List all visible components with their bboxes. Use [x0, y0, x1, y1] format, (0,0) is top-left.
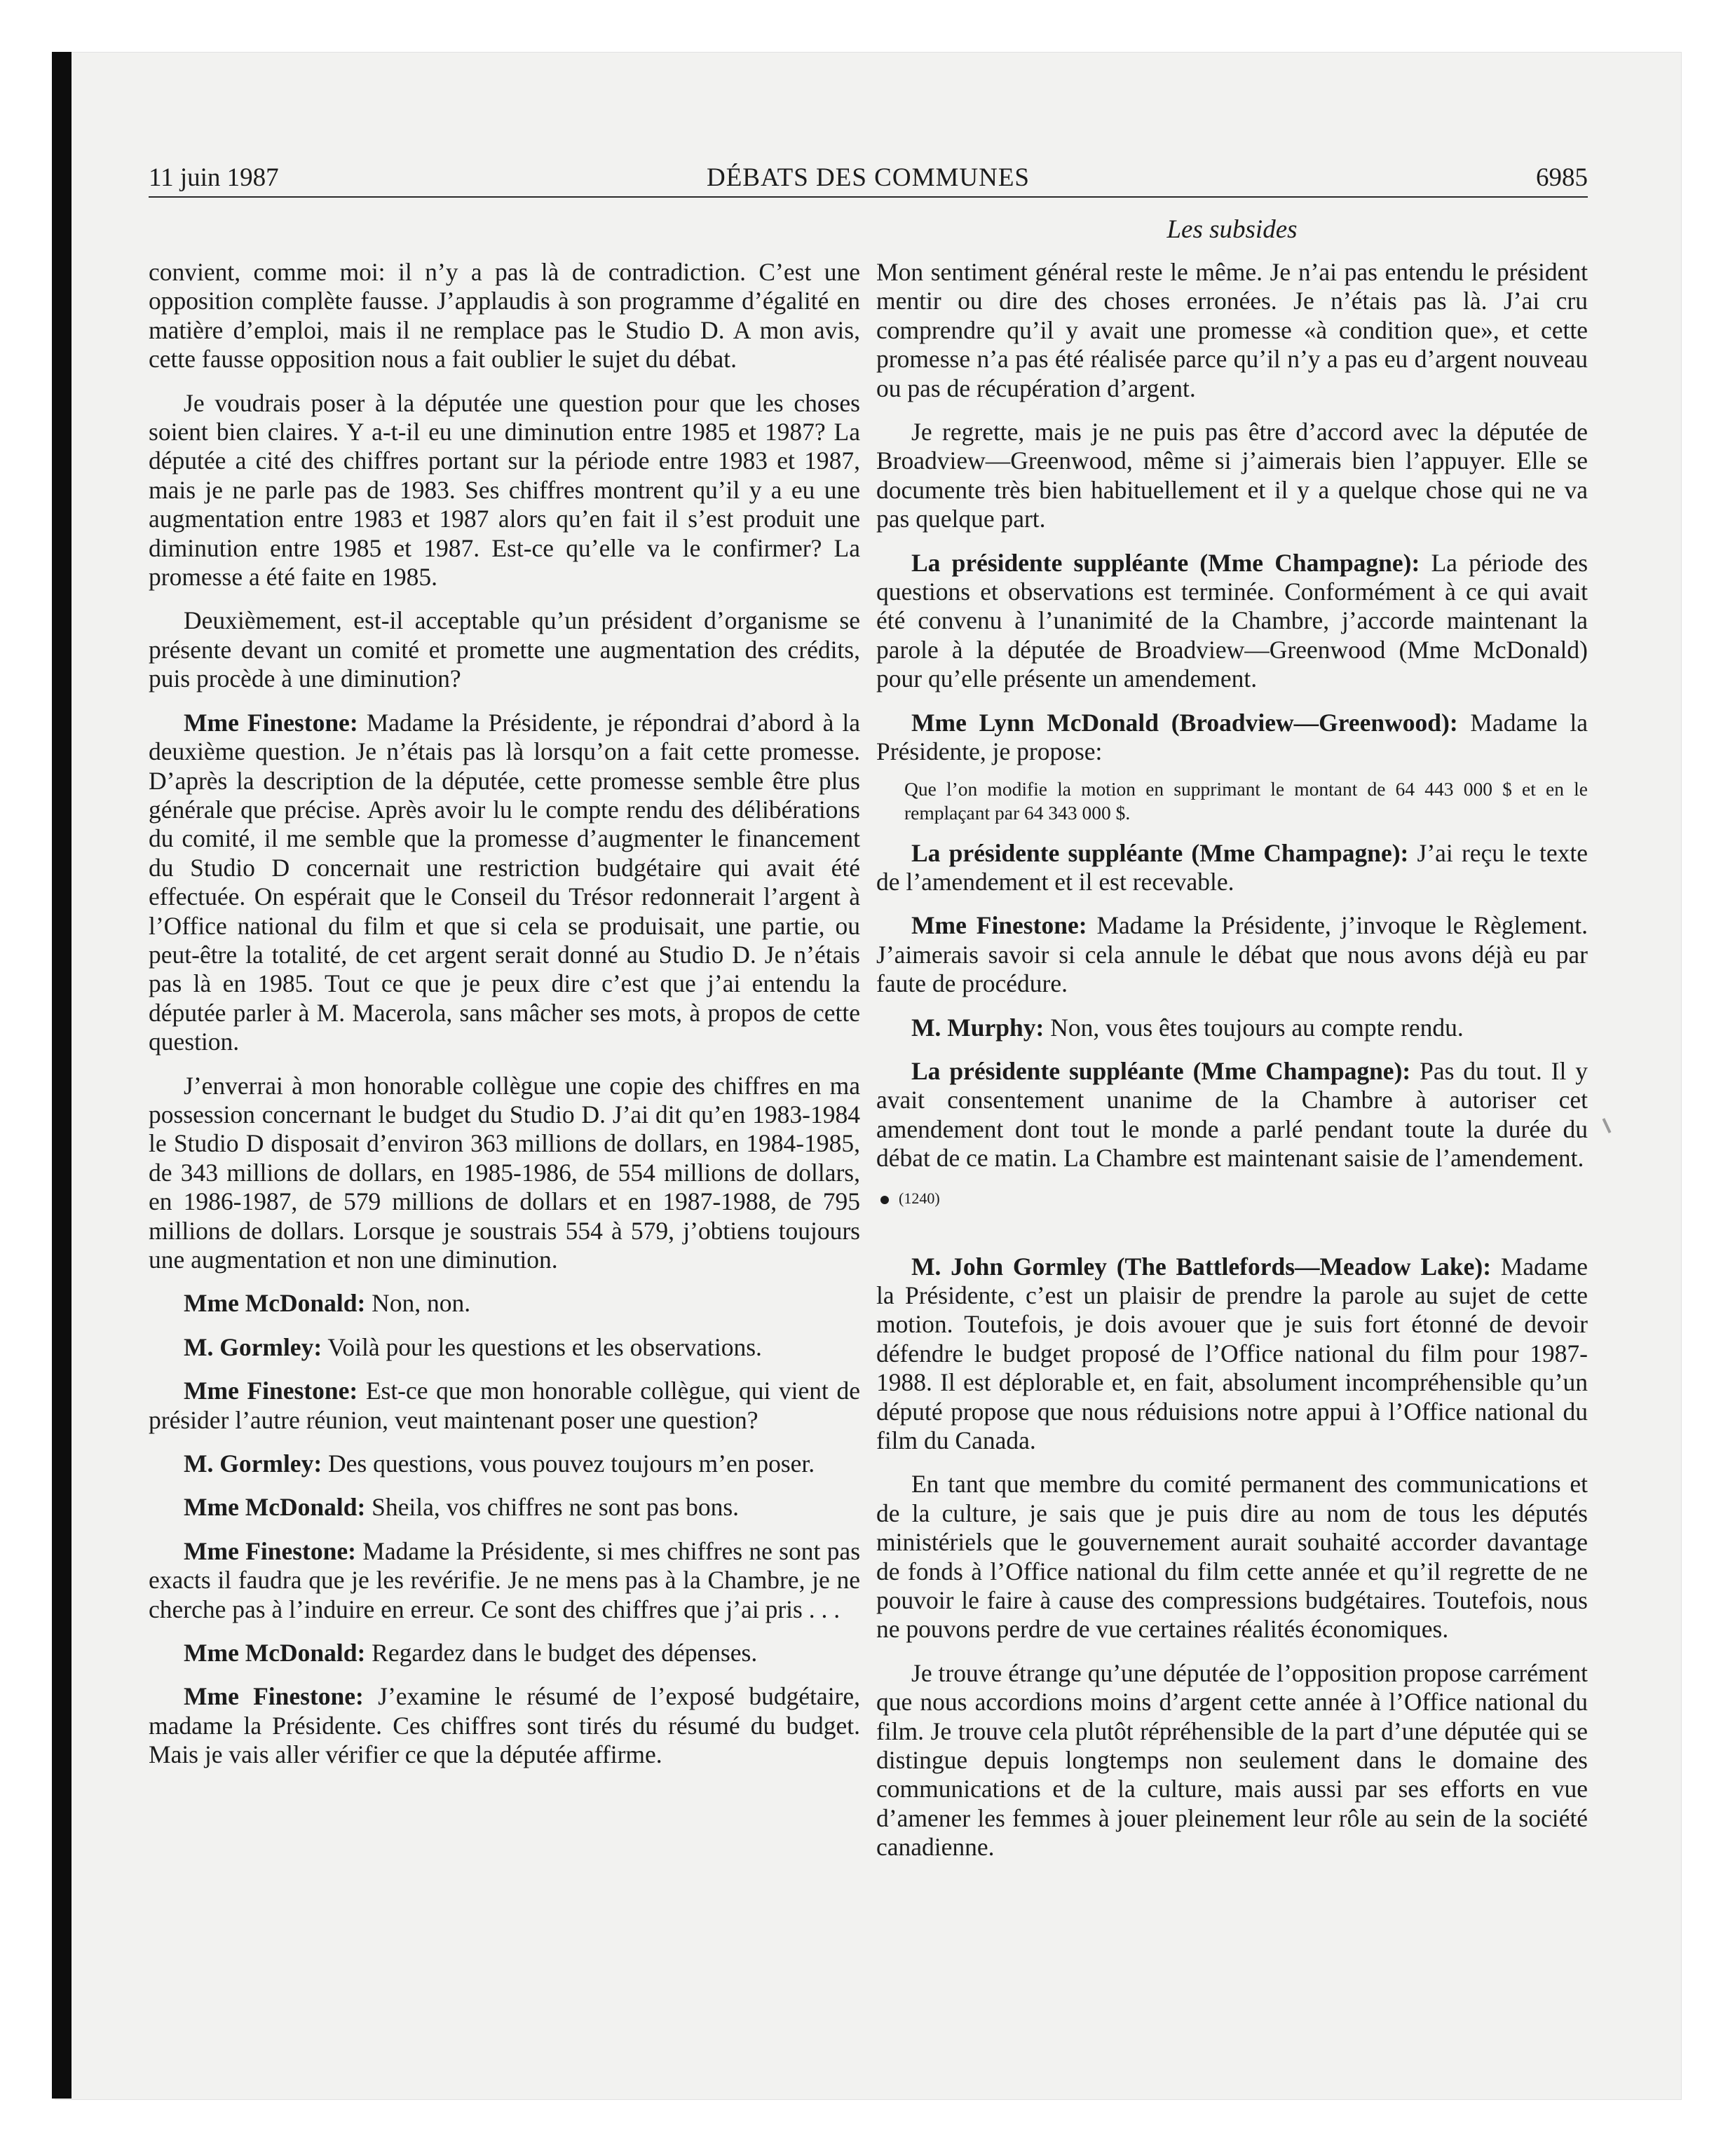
speech — [149, 1449, 860, 1478]
speech-text: Des questions, vous pouvez toujours m’en poser. — [328, 1449, 815, 1478]
paragraph-text: Je voudrais poser à la députée une question pour que les choses soient bien claires. Y a-t-il eu une diminution entre 1985 et 1987? La députée a cité des chiffres portant sur la période entre 1983 et 1987, mais je ne parle pas de 1983. Ses chiffres montrent qu’il y a eu une augmentation entre 1983 et 1987 alors qu’en fait il s’est produit une diminution entre 1985 et 1987. Est-ce qu’elle va le confirmer? La promesse a été faite en 1985. — [149, 388, 860, 592]
speech-text: Madame la Présidente, je propose: — [876, 708, 1588, 766]
speech — [149, 1682, 860, 1769]
speech — [149, 1493, 860, 1522]
right-column — [876, 258, 1588, 1877]
speech — [149, 709, 860, 1057]
motion-quote — [876, 777, 1588, 825]
speech — [876, 839, 1588, 897]
binding-edge — [52, 52, 72, 2099]
speech — [876, 549, 1588, 694]
speech — [876, 1014, 1588, 1042]
header-rule — [149, 196, 1588, 198]
quote-text: Que l’on modifie la motion en supprimant le montant de 64 443 000 $ et en le remplaçant par 64 343 000 $. — [904, 777, 1588, 824]
speech-text: Voilà pour les questions et les observations. — [327, 1332, 762, 1361]
paragraph — [149, 258, 860, 374]
speaker-name: M. Murphy: — [911, 1013, 1045, 1042]
speaker-name: Mme Finestone: — [184, 708, 358, 737]
speech-text: Sheila, vos chiffres ne sont pas bons. — [372, 1493, 740, 1522]
speech — [149, 1377, 860, 1435]
speech — [149, 1289, 860, 1318]
speech-text: Est-ce que mon honorable collègue, qui vient de présider l’autre réunion, veut maintenant poser une question? — [149, 1377, 861, 1434]
paragraph-text: J’enverrai à mon honorable collègue une copie des chiffres en ma possession concernant le budget du Studio D. J’ai dit qu’en 1983-1984 le Studio D disposait d’environ 363 millions de dollars, en 1984-1985, de 343 millions de dollars, en 1985-1986, de 554 millions de dollars, en 1986-1987, de 579 millions de dollars et en 1987-1988, de 795 millions de dollars. Lorsque je soustrais 554 à 579, j’obtiens toujours une augmentation et non une diminution. — [149, 1071, 860, 1274]
speaker-name: Mme McDonald: — [184, 1639, 366, 1667]
speaker-name: La présidente suppléante (Mme Champagne): — [911, 1056, 1411, 1085]
speech-text: Non, non. — [372, 1289, 471, 1318]
speaker-name: Mme Finestone: — [911, 911, 1087, 940]
paragraph — [876, 1470, 1588, 1644]
speaker-name: M. Gormley: — [184, 1449, 322, 1478]
speaker-name: Mme McDonald: — [184, 1289, 366, 1318]
header-date: 11 juin 1987 — [149, 163, 279, 192]
speech — [149, 1639, 860, 1667]
time-marker — [876, 1188, 1588, 1209]
running-head — [149, 163, 1588, 193]
paragraph-text: Je trouve étrange qu’une députée de l’opposition propose carrément que nous accordions moins d’argent cette année à l’Office national du film. Je trouve cela plutôt répréhensible de la part d’une députée qui se distingue depuis longtemps non seulement dans le domaine des communications et de la culture, mais aussi par ses efforts en vue d’amener les femmes à jouer pleinement leur rôle au sein de la société canadienne. — [876, 1658, 1588, 1862]
speech — [876, 1057, 1588, 1173]
speech-text: Madame la Présidente, je répondrai d’abord à la deuxième question. Je n’étais pas là lorsqu’on a fait cette promesse. D’après la description de la députée, cette promesse semble être plus générale que précise. Après avoir lu le compte rendu des délibérations du comité, il me semble que la promesse d’augmenter le financement du Studio D concernait une restriction budgétaire qui avait été effectuée. On espérait que le Conseil du Trésor redonnerait l’argent à l’Office national du film et que si cela se produisait, une partie, ou peut-être la totalité, de cet argent serait donné au Studio D. Je n’étais pas là en 1985. Tout ce que je peux dire c’est que j’ai entendu la députée parler à M. Macerola, sans mâcher ses mots, à propos de cette question. — [149, 708, 860, 1056]
speaker-name: M. John Gormley (The Battlefords—Meadow Lake): — [911, 1252, 1492, 1281]
speech — [876, 709, 1588, 767]
speaker-name: Mme Finestone: — [184, 1536, 356, 1565]
speech — [149, 1333, 860, 1362]
paragraph — [149, 1072, 860, 1275]
bullet-icon — [880, 1196, 889, 1204]
header-title: DÉBATS DES COMMUNES — [706, 163, 1030, 192]
speech — [876, 1253, 1588, 1456]
speaker-name: M. Gormley: — [184, 1332, 322, 1361]
speech-text: Pas du tout. Il y avait consentement unanime de la Chambre à autoriser cet amendement dont tout le monde a parlé pendant toute la durée du débat de ce matin. La Chambre est maintenant saisie de l’amendement. — [876, 1056, 1588, 1173]
time-marker-text: (1240) — [899, 1189, 940, 1207]
page-number: 6985 — [1536, 163, 1588, 192]
paragraph-text: En tant que membre du comité permanent des communications et de la culture, je sais que je puis dire au nom de tous les députés ministériels que le gouvernement aurait souhaité accorder davantage de fonds à l’Office national du film cette année et qu’il regrette de ne pouvoir le faire à cause des compressions budgétaires. Toutefois, nous ne pouvons perdre de vue certaines réalités économiques. — [876, 1470, 1588, 1644]
paragraph-text: Mon sentiment général reste le même. Je n’ai pas entendu le président mentir ou dire des choses erronées. Je n’étais pas là. J’ai cru comprendre qu’il y avait une promesse «à condition que», et cette promesse n’a pas été réalisée parce qu’il n’y a pas eu d’argent nouveau ou pas de récupération d’argent. — [876, 258, 1588, 402]
speech-text: Madame la Présidente, c’est un plaisir de prendre la parole au sujet de cette motion. Toutefois, je dois avouer que je suis fort étonné de devoir défendre le budget proposé de l’Office national du film pour 1987-1988. Il est déplorable et, en fait, absolument incompréhensible qu’un député propose que nous réduisions notre appui à l’Office national du film du Canada. — [876, 1252, 1588, 1454]
speaker-name: Mme Finestone: — [184, 1377, 358, 1405]
paragraph — [876, 258, 1588, 403]
speech-text: Madame la Présidente, j’invoque le Règlement. J’aimerais savoir si cela annule le débat que nous avons déjà eu par faute de procédure. — [876, 911, 1588, 998]
speaker-name: Mme Lynn McDonald (Broadview—Greenwood): — [911, 708, 1458, 737]
speaker-name: Mme McDonald: — [184, 1493, 366, 1522]
speech-text: J’ai reçu le texte de l’amendement et il est recevable. — [876, 838, 1588, 896]
speaker-name: La présidente suppléante (Mme Champagne): — [911, 548, 1420, 577]
left-column — [149, 258, 860, 1785]
speech — [149, 1537, 860, 1624]
paragraph — [876, 418, 1588, 534]
speech-text: Non, vous êtes toujours au compte rendu. — [1050, 1013, 1464, 1042]
speaker-name: Mme Finestone: — [184, 1682, 364, 1711]
speech-text: La période des questions et observations est terminée. Conformément à ce qui avait été convenu à l’unanimité de la Chambre, j’accorde maintenant la parole à la députée de Broadview—Greenwood (Mme McDonald) pour qu’elle présente un amendement. — [876, 548, 1588, 693]
paragraph — [876, 1659, 1588, 1862]
speech-text: J’examine le résumé de l’exposé budgétaire, madame la Présidente. Ces chiffres sont tirés du résumé du budget. Mais je vais aller vérifier ce que la députée affirme. — [149, 1682, 861, 1769]
section-title: Les subsides — [1166, 215, 1298, 244]
speaker-name: La présidente suppléante (Mme Champagne): — [911, 838, 1409, 867]
speech — [876, 911, 1588, 998]
paragraph-text: Je regrette, mais je ne puis pas être d’accord avec la députée de Broadview—Greenwood, même si j’aimerais bien l’appuyer. Elle se documente très bien habituellement et il y a quelque chose qui ne va pas quelque part. — [876, 418, 1588, 533]
speech-text: Regardez dans le budget des dépenses. — [372, 1639, 758, 1667]
paragraph — [149, 389, 860, 592]
paragraph-text: Deuxièmement, est-il acceptable qu’un président d’organisme se présente devant un comité et promette une augmentation des crédits, puis procède à une diminution? — [149, 606, 860, 693]
speech-text: Madame la Présidente, si mes chiffres ne sont pas exacts il faudra que je les revérifie. Je ne mens pas à la Chambre, je ne cherche pas à l’induire en erreur. Ce sont des chiffres que j’ai pris . . . — [149, 1536, 861, 1623]
paragraph — [149, 606, 860, 693]
paragraph-text: convient, comme moi: il n’y a pas là de contradiction. C’est une opposition complète fausse. J’applaudis à son programme d’égalité en matière d’emploi, mais il ne remplace pas le Studio D. A mon avis, cette fausse opposition nous a fait oublier le sujet du débat. — [149, 258, 860, 374]
